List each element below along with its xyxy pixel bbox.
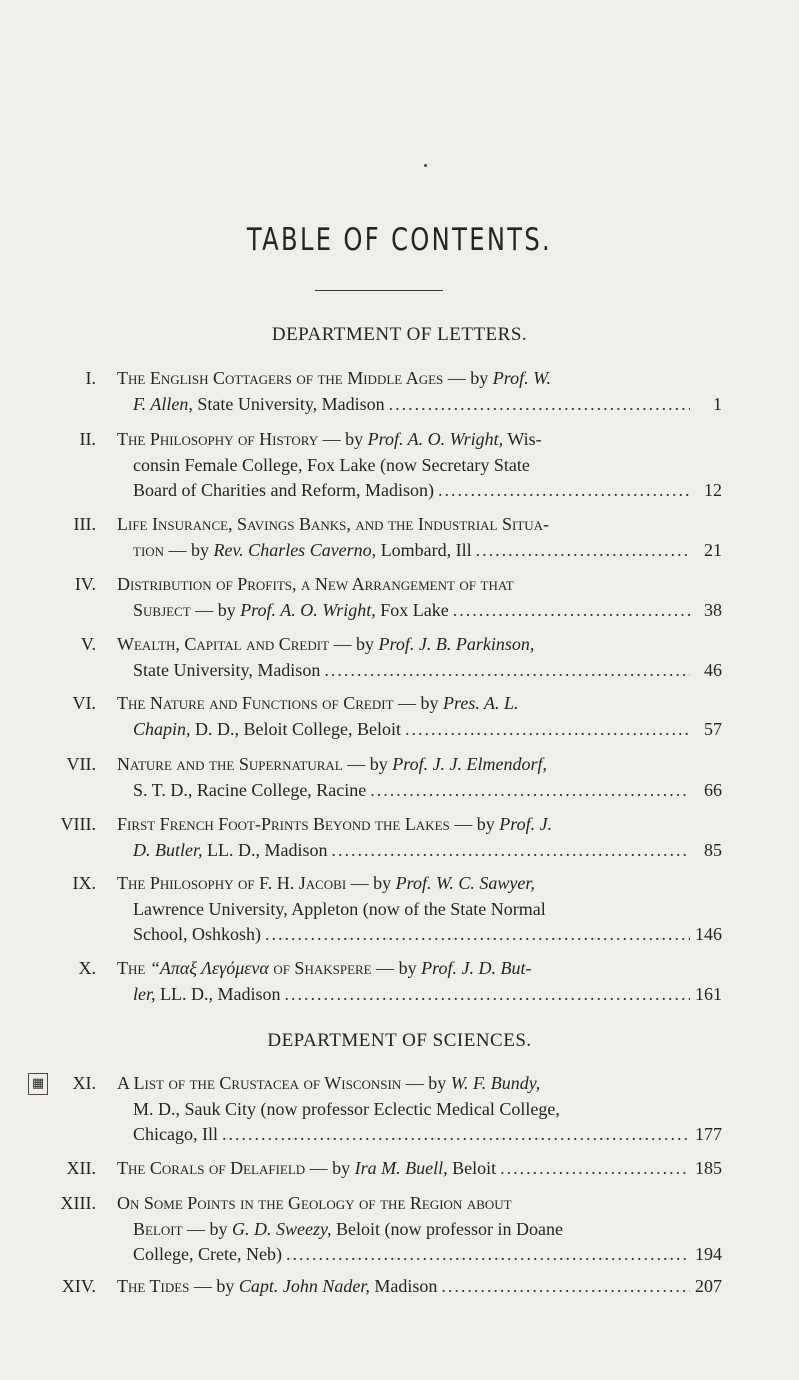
entry-text: — by [189,1276,239,1296]
entry-author: Prof. W. C. Sawyer, [395,873,535,893]
page-number: 177 [695,1124,722,1144]
entry-body [117,1071,722,1148]
entry-author: Prof. A. O. Wright, [367,429,504,449]
page-number: 207 [695,1276,722,1296]
entry-text: Madison [369,1276,438,1296]
entry-title: Wealth, Capital and Credit [117,634,330,654]
entry-body [117,812,722,863]
entry-text: — by [342,754,393,774]
entry-text: State University, Madison [133,659,321,680]
entry-title: The Tides [117,1276,190,1296]
entry-text: Chicago, Ill [133,1124,218,1144]
entry-author: Prof. A. O. Wright, [240,599,376,620]
leader-dots [285,982,691,1008]
entry-text: Wis- [503,429,542,449]
entry-title: The Corals of Delafield [117,1158,306,1178]
entry-text: College, Crete, Neb) [133,1244,282,1264]
entry-title: of Shakspere [273,958,372,978]
entry-text: — by [393,693,444,713]
entry-body [117,1156,722,1182]
entry-text: Beloit [447,1158,497,1178]
entry-text: — by [346,873,396,893]
page-number: 57 [704,718,722,739]
entry-title: First French Foot-Prints Beyond the Lakes [117,814,450,834]
page-number: 12 [704,480,722,500]
leader-dots [332,838,691,864]
entry-number: III. [73,514,96,534]
entry-author: Prof. J. B. Parkinson, [378,634,535,654]
entry-text: consin Female College, Fox Lake (now Secretary State [133,454,530,475]
entry-text: M. D., Sauk City (now professor Eclectic Medical College, [133,1098,560,1119]
entry-text: Lawrence University, Appleton (now of the State Normal [133,898,546,919]
entry-body [117,752,722,803]
entry-body [117,572,722,623]
entry-title: Distribution of Profits, a New Arrangement of that [117,574,514,594]
entry-number: V. [80,634,96,654]
entry-author: Capt. John Nader, [238,1276,370,1296]
entry-body [117,956,722,1007]
entry-body [117,632,722,683]
entry-text: — by [182,1218,233,1239]
page-number: 161 [695,983,722,1004]
entry-author: D. Butler, [133,839,203,860]
entry-title: The Philosophy of F. H. Jacobi [117,873,347,893]
entry-text: — by [190,599,241,620]
entry-author: Prof. J. D. But- [421,958,532,978]
leader-dots [222,1122,690,1148]
entry-number: II. [79,429,96,449]
entry-body [117,871,722,948]
leader-dots [438,478,690,504]
entry-number: XII. [66,1158,96,1178]
page-number: 146 [695,924,722,944]
entry-title: Life Insurance, Savings Banks, and the Industrial Situa- [117,514,550,534]
page-number: 85 [704,839,722,860]
entry-text: LL. D., Madison [155,983,281,1004]
leader-dots [453,598,690,624]
seal-stamp-icon: ▦ [28,1073,48,1095]
entry-text: Board of Charities and Reform, Madison) [133,480,434,500]
entry-number: IX. [72,873,96,893]
ink-speck [424,164,427,167]
entry-text: Beloit (now professor in Doane [331,1218,563,1239]
entry-text: Fox Lake [375,599,449,620]
entry-title: On Some Points in the Geology of the Region about [117,1193,512,1213]
entry-number: XI. [72,1073,96,1093]
entry-author: Rev. Charles Caverno, [213,539,377,560]
entry-body [117,366,722,417]
entry-author: Prof. W. [492,368,551,388]
entry-text: D. D., Beloit College, Beloit [190,718,401,739]
entry-title: Beloit [133,1218,183,1239]
entry-text: — by [164,539,214,560]
section-heading-sciences: DEPARTMENT OF SCIENCES. [267,1030,532,1051]
entry-title: The English Cottagers of the Middle Ages [117,368,444,388]
entry-text: — by [443,368,493,388]
entry-body [117,1191,722,1268]
page-number: 194 [695,1244,722,1264]
page-number: 46 [704,659,722,680]
entry-text: State University, Madison [192,393,385,414]
entry-text: LL. D., Madison [202,839,328,860]
entry-text: — by [329,634,379,654]
entry-number: XIV. [61,1276,96,1296]
leader-dots [441,1274,690,1300]
entry-number: IV. [74,574,96,594]
entry-number: VII. [66,754,96,774]
entry-author: Prof. J. [499,814,553,834]
entry-author: Pres. A. L. [443,693,519,713]
entry-greek-title: “Απαξ Λεγόμενα [145,958,274,978]
entry-title: Subject [133,599,191,620]
entry-author: ler, [133,983,156,1004]
entry-text: School, Oshkosh) [133,924,262,944]
leader-dots [324,658,690,684]
section-heading-letters: DEPARTMENT OF LETTERS. [271,324,528,345]
leader-dots [370,778,690,804]
entry-title: Nature and the Supernatural [117,754,343,774]
page-number: 21 [704,539,722,560]
leader-dots [389,392,690,418]
leader-dots [500,1156,690,1182]
entry-author: W. F. Bundy, [450,1073,541,1093]
entry-body [117,512,722,563]
entry-title: The Nature and Functions of Credit [117,693,394,713]
entry-title: The Philosophy of History [117,429,319,449]
entry-author: G. D. Sweezy, [232,1218,332,1239]
entry-text: — by [449,814,500,834]
entry-title: A List of the Crustacea of Wisconsin [117,1073,402,1093]
page-number: 38 [704,599,722,620]
entry-number: XIII. [60,1193,96,1213]
entry-text: — by [401,1073,451,1093]
entry-title: tion [133,539,165,560]
page-number: 185 [695,1158,722,1178]
entry-number: X. [78,958,96,978]
page-number: 66 [704,779,722,800]
leader-dots [476,538,690,564]
title-rule [315,290,443,291]
entry-author: F. Allen, [133,393,193,414]
entry-number: VI. [72,693,96,713]
page-title: TABLE OF CONTENTS. [246,222,553,258]
entry-author: Chapin, [133,718,191,739]
entry-text: — by [371,958,422,978]
entry-author: Prof. J. J. Elmendorf, [392,754,548,774]
entry-text: — by [305,1158,355,1178]
page-number: 1 [713,393,722,414]
entry-body [117,427,722,504]
entry-text: — by [318,429,368,449]
leader-dots [265,922,690,948]
entry-author: Ira M. Buell, [354,1158,448,1178]
entry-text: Lombard, Ill [376,539,472,560]
entry-number: I. [85,368,96,388]
leader-dots [286,1242,690,1268]
entry-text: S. T. D., Racine College, Racine [133,779,367,800]
entry-title: The [117,958,146,978]
entry-number: VIII. [60,814,96,834]
entry-body [117,691,722,742]
entry-body [117,1274,722,1300]
leader-dots [405,717,690,743]
